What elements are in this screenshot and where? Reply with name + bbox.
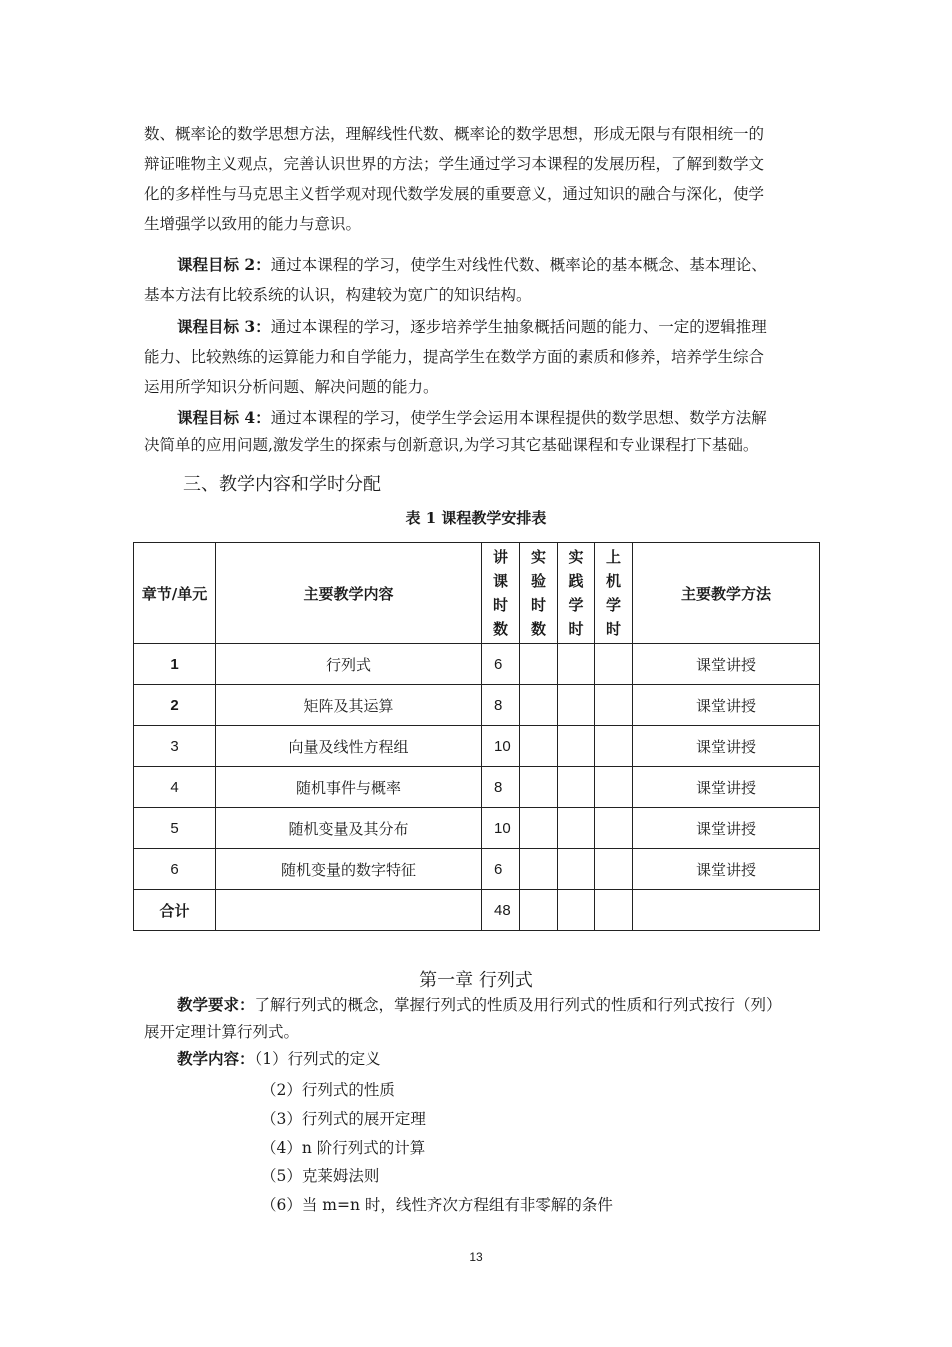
cell-content: 行列式 — [216, 644, 482, 685]
goal-3-paragraph — [144, 312, 812, 402]
section-title: 三、教学内容和学时分配 — [183, 474, 381, 495]
cell-computer — [595, 849, 633, 890]
intro-line: 生增强学以致用的能力与意识。 — [144, 215, 362, 233]
requirements-line: 展开定理计算行列式。 — [144, 1023, 300, 1041]
cell-computer — [595, 644, 633, 685]
cell-experiment — [520, 767, 558, 808]
header-practice: 实践学时 — [558, 543, 595, 644]
goal-line: 通过本课程的学习，使学生学会运用本课程提供的数学思想、数学方法解 — [270, 409, 767, 427]
goal-label: 课程目标 3： — [177, 317, 271, 336]
table-row — [134, 644, 820, 685]
goal-label: 课程目标 4： — [177, 408, 271, 427]
cell-lecture: 6 — [482, 849, 520, 890]
cell-computer — [595, 726, 633, 767]
cell-method: 课堂讲授 — [633, 726, 820, 767]
cell-experiment — [520, 726, 558, 767]
intro-line: 化的多样性与马克思主义哲学观对现代数学发展的重要意义，通过知识的融合与深化，使学 — [144, 185, 765, 203]
goal-line: 能力、比较熟练的运算能力和自学能力，提高学生在数学方面的素质和修养，培养学生综合 — [144, 348, 765, 366]
content-item: （4）n 阶行列式的计算 — [261, 1139, 426, 1157]
requirements-line: 了解行列式的概念，掌握行列式的性质及用行列式的性质和行列式按行（列） — [254, 996, 782, 1014]
table-caption: 表 1 课程教学安排表 — [405, 509, 547, 527]
cell-method: 课堂讲授 — [633, 644, 820, 685]
schedule-table — [133, 542, 820, 931]
cell-practice — [558, 890, 595, 931]
cell-practice — [558, 849, 595, 890]
cell-experiment — [520, 808, 558, 849]
goal-label: 课程目标 2： — [177, 255, 271, 274]
cell-lecture: 8 — [482, 685, 520, 726]
cell-experiment — [520, 849, 558, 890]
content-item: （5）克莱姆法则 — [261, 1167, 380, 1185]
header-content: 主要教学内容 — [216, 543, 482, 644]
cell-computer — [595, 685, 633, 726]
cell-content — [216, 890, 482, 931]
table-row — [134, 685, 820, 726]
intro-paragraph — [144, 119, 812, 239]
content-item: （6）当 m=n 时，线性齐次方程组有非零解的条件 — [261, 1196, 613, 1214]
cell-computer — [595, 808, 633, 849]
goal-line: 通过本课程的学习，使学生对线性代数、概率论的基本概念、基本理论、 — [270, 256, 767, 274]
header-lecture: 讲课时数 — [482, 543, 520, 644]
page-number: 13 — [469, 1250, 483, 1264]
intro-line: 数、概率论的数学思想方法，理解线性代数、概率论的数学思想，形成无限与有限相统一的 — [144, 125, 765, 143]
cell-unit: 1 — [134, 644, 216, 685]
cell-lecture: 10 — [482, 726, 520, 767]
table-row — [134, 767, 820, 808]
cell-lecture: 6 — [482, 644, 520, 685]
table-total-row — [134, 890, 820, 931]
cell-lecture: 10 — [482, 808, 520, 849]
cell-content: 矩阵及其运算 — [216, 685, 482, 726]
teaching-requirements — [144, 992, 812, 1046]
teaching-content-label-line — [144, 1046, 812, 1073]
table-row — [134, 849, 820, 890]
goal-line: 运用所学知识分析问题、解决问题的能力。 — [144, 378, 439, 396]
goal-line: 决简单的应用问题,激发学生的探索与创新意识,为学习其它基础课程和专业课程打下基础。 — [144, 436, 759, 454]
cell-method — [633, 890, 820, 931]
content-item: （3）行列式的展开定理 — [261, 1110, 426, 1128]
cell-practice — [558, 685, 595, 726]
goal-4-paragraph — [144, 404, 812, 459]
cell-unit: 2 — [134, 685, 216, 726]
cell-total-label: 合计 — [134, 890, 216, 931]
cell-content: 随机变量及其分布 — [216, 808, 482, 849]
table-row — [134, 726, 820, 767]
table-header-row — [134, 543, 820, 644]
cell-method: 课堂讲授 — [633, 685, 820, 726]
cell-experiment — [520, 644, 558, 685]
header-experiment: 实验时数 — [520, 543, 558, 644]
cell-experiment — [520, 890, 558, 931]
header-unit: 章节/单元 — [134, 543, 216, 644]
cell-content: 向量及线性方程组 — [216, 726, 482, 767]
content-item: （1）行列式的定义 — [254, 1050, 381, 1068]
cell-method: 课堂讲授 — [633, 808, 820, 849]
cell-experiment — [520, 685, 558, 726]
header-computer: 上机学时 — [595, 543, 633, 644]
cell-unit: 5 — [134, 808, 216, 849]
content-label: 教学内容： — [177, 1050, 255, 1068]
goal-line: 基本方法有比较系统的认识，构建较为宽广的知识结构。 — [144, 286, 532, 304]
content-item: （2）行列式的性质 — [261, 1081, 395, 1099]
cell-practice — [558, 726, 595, 767]
goal-line: 通过本课程的学习，逐步培养学生抽象概括问题的能力、一定的逻辑推理 — [270, 318, 767, 336]
cell-content: 随机变量的数字特征 — [216, 849, 482, 890]
cell-practice — [558, 644, 595, 685]
cell-content: 随机事件与概率 — [216, 767, 482, 808]
cell-practice — [558, 767, 595, 808]
cell-method: 课堂讲授 — [633, 767, 820, 808]
cell-unit: 3 — [134, 726, 216, 767]
cell-computer — [595, 767, 633, 808]
cell-lecture: 8 — [482, 767, 520, 808]
cell-total-lecture: 48 — [482, 890, 520, 931]
cell-unit: 6 — [134, 849, 216, 890]
intro-line: 辩证唯物主义观点，完善认识世界的方法；学生通过学习本课程的发展历程，了解到数学文 — [144, 155, 765, 173]
requirements-label: 教学要求： — [177, 996, 255, 1014]
cell-computer — [595, 890, 633, 931]
cell-practice — [558, 808, 595, 849]
chapter-title: 第一章 行列式 — [419, 970, 533, 991]
cell-method: 课堂讲授 — [633, 849, 820, 890]
goal-2-paragraph — [144, 250, 812, 310]
cell-unit: 4 — [134, 767, 216, 808]
table-row — [134, 808, 820, 849]
header-method: 主要教学方法 — [633, 543, 820, 644]
